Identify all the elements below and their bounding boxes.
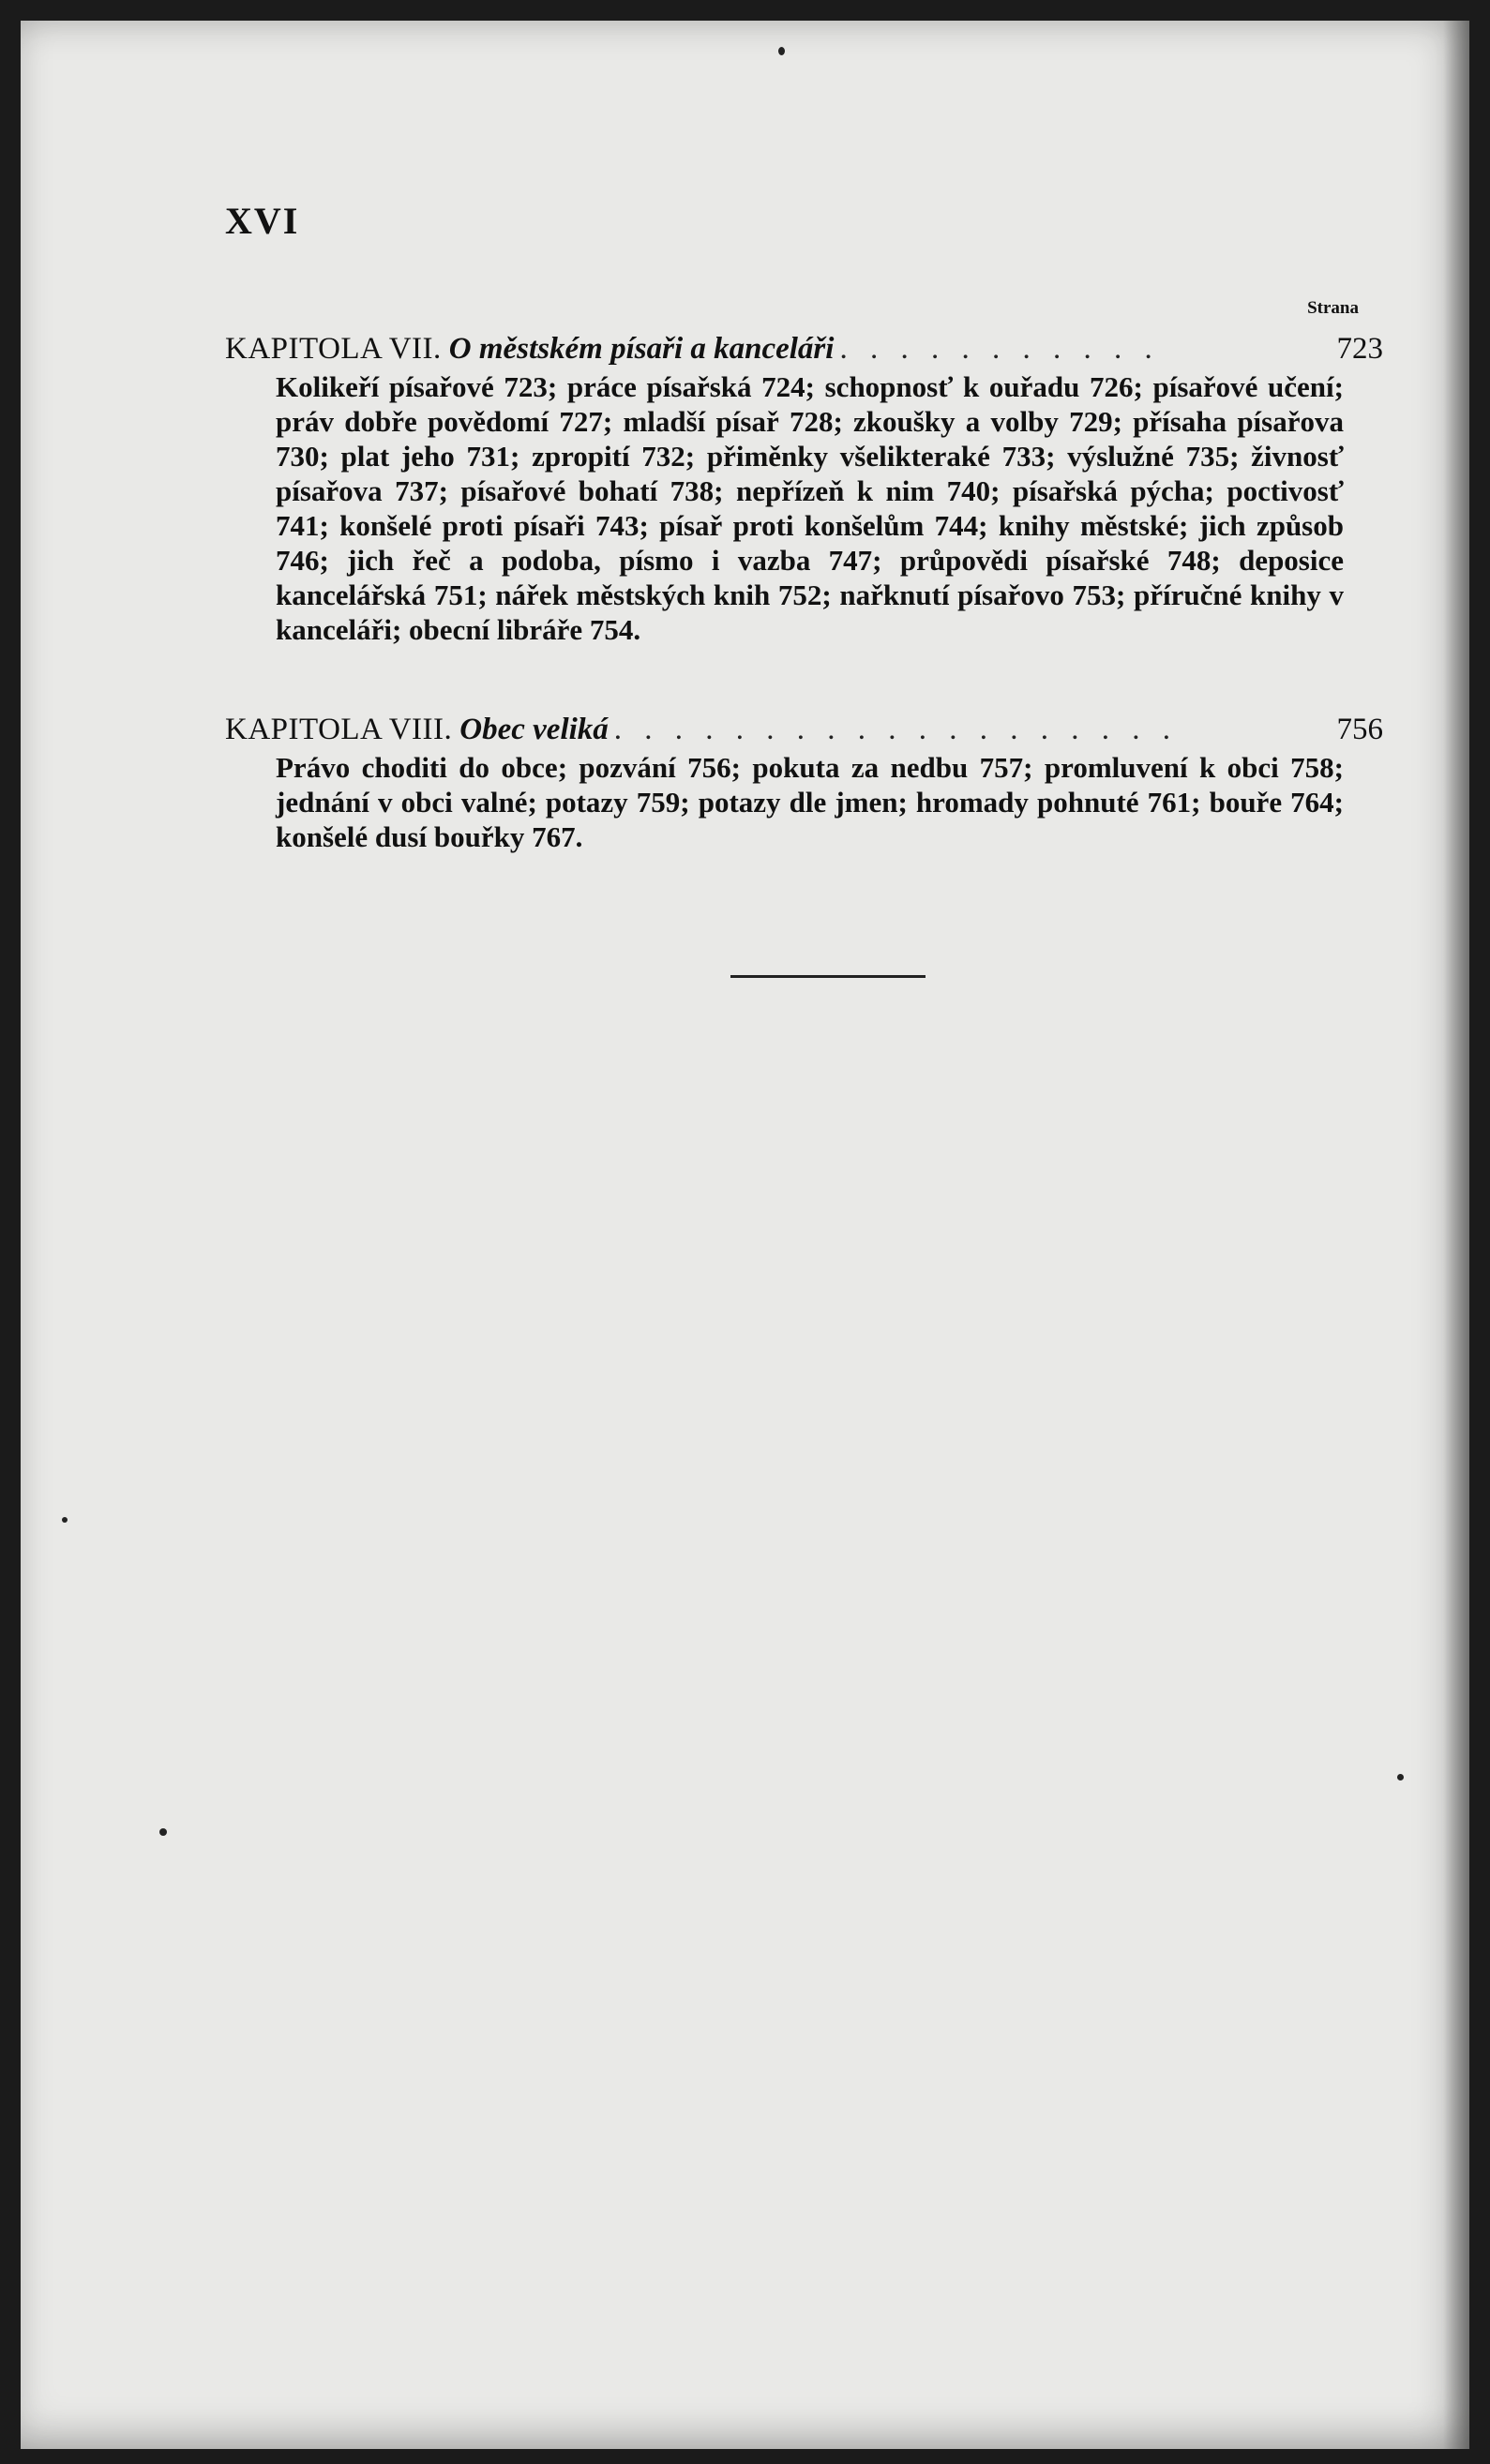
paper-speck — [159, 1828, 167, 1836]
chapter-heading — [225, 711, 1383, 748]
page-edge-shadow — [1443, 21, 1469, 2449]
chapter-page-number: 756 — [1336, 713, 1383, 746]
paper-speck — [62, 1517, 68, 1523]
chapter-title: Obec veliká — [459, 713, 609, 746]
toc-chapter-8 — [225, 711, 1383, 854]
paper-speck — [778, 47, 785, 55]
page-number: XVI — [225, 200, 300, 242]
paper-speck — [1397, 1774, 1404, 1780]
chapter-title: O městském písaři a kanceláři — [448, 332, 835, 366]
book-page — [21, 21, 1469, 2449]
chapter-summary: Kolikeří písařové 723; práce písařská 724; schopnosť k ouřadu 726; písařové učení; práv dobře povědomí 727; mladší písař 728; zkoušky a volby 729; přísaha písařova 730; plat jeho 731; zpropití 732; přiměnky všelikteraké 733; výslužné 735; živnosť písařova 737; písařové bohatí 738; nepřízeň k nim 740; písařská pýcha; poctivosť 741; konšelé proti písaři 743; písař proti konšelům 744; knihy městské; jich způsob 746; jich řeč a podoba, písmo i vazba 747; průpovědi písařské 748; deposice kancelářská 751; nářek městských knih 752; nařknutí písařovo 753; příručné knihy v kanceláři; obecní libráře 754. — [276, 370, 1344, 646]
dot-leader: . . . . . . . . . . . — [839, 332, 1160, 366]
dot-leader: . . . . . . . . . . . . . . . . . . . — [613, 713, 1179, 746]
chapter-label: KAPITOLA VIII. — [225, 713, 453, 746]
chapter-label: KAPITOLA VII. — [225, 332, 442, 366]
toc-chapter-7 — [225, 330, 1383, 647]
section-end-rule — [730, 975, 926, 978]
chapter-summary: Právo choditi do obce; pozvání 756; pokuta za nedbu 757; promluvení k obci 758; jednání v obci valné; potazy 759; potazy dle jmen; hromady pohnuté 761; bouře 764; konšelé dusí bouřky 767. — [276, 751, 1344, 853]
chapter-heading — [225, 330, 1383, 368]
chapter-page-number: 723 — [1336, 332, 1383, 366]
column-label-strana: Strana — [1307, 298, 1359, 318]
